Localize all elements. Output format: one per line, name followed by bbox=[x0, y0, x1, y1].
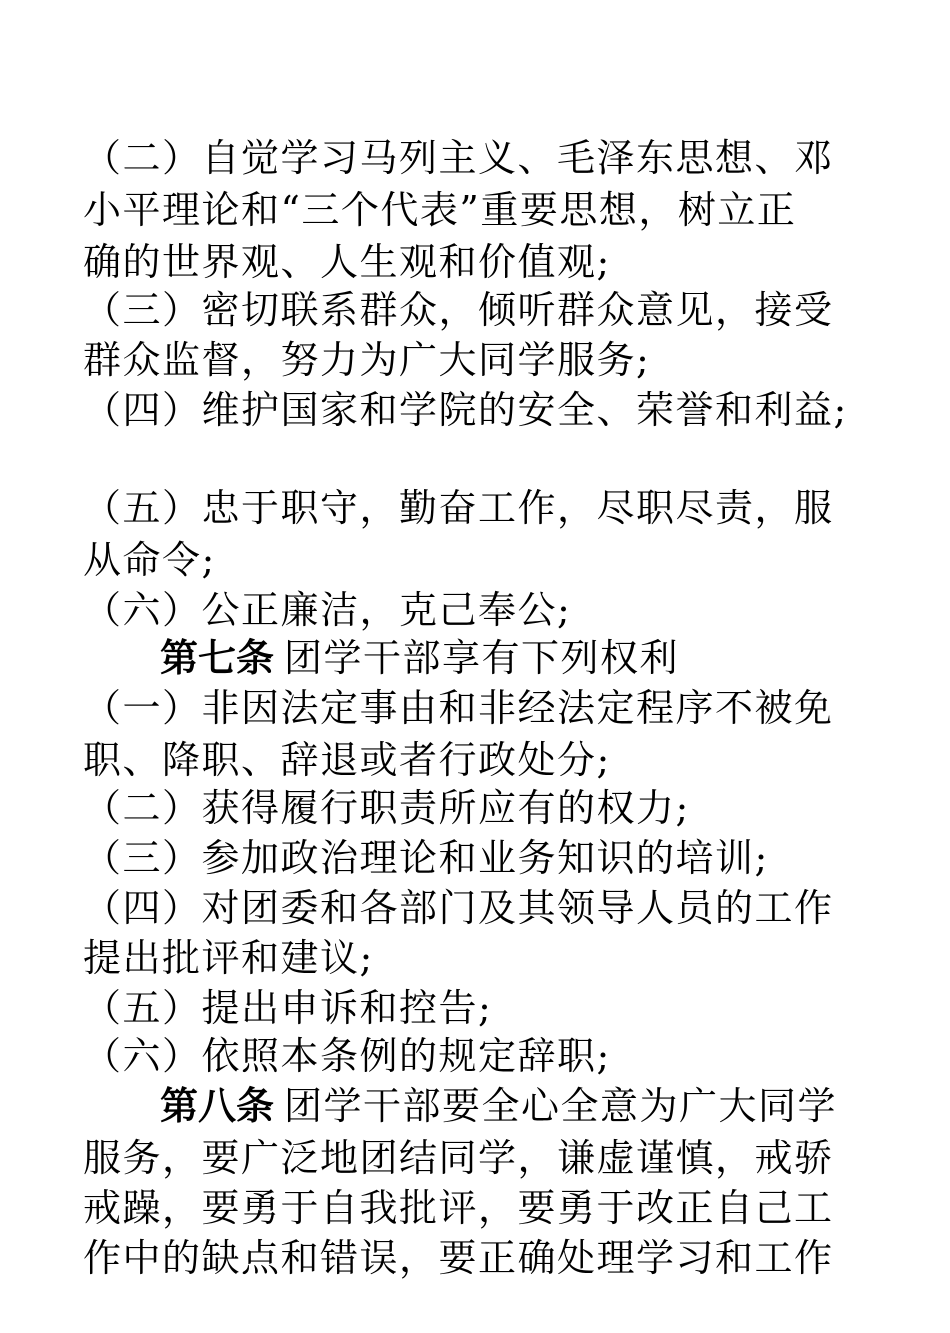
text-line: （五）提出申诉和控告; bbox=[83, 986, 493, 1030]
text-line: （六）公正廉洁，克己奉公; bbox=[83, 588, 572, 632]
article-seven-line bbox=[160, 632, 950, 684]
text-line: 戒躁，要勇于自我批评，要勇于改正自己工 bbox=[83, 1186, 834, 1230]
text-line: 作中的缺点和错误，要正确处理学习和工作 bbox=[83, 1236, 834, 1280]
text-line: 小平理论和“三个代表”重要思想，树立正 bbox=[83, 188, 797, 232]
text-line: 从命令; bbox=[83, 538, 216, 582]
text-line: （五）忠于职守，勤奋工作，尽职尽责，服 bbox=[83, 486, 834, 530]
text-line: 职、降职、辞退或者行政处分; bbox=[83, 738, 611, 782]
article-eight-line bbox=[160, 1080, 950, 1132]
text-line: （一）非因法定事由和非经法定程序不被免 bbox=[83, 686, 834, 730]
text-line: （六）依照本条例的规定辞职; bbox=[83, 1034, 611, 1078]
article-eight-heading: 第八条 bbox=[160, 1084, 275, 1128]
text-line: （三）参加政治理论和业务知识的培训; bbox=[83, 836, 769, 880]
text-line: （二）自觉学习马列主义、毛泽东思想、邓 bbox=[83, 136, 834, 180]
article-seven-text: 团学干部享有下列权利 bbox=[284, 636, 680, 680]
text-line: （四）对团委和各部门及其领导人员的工作 bbox=[83, 886, 834, 930]
text-line: （三）密切联系群众，倾听群众意见，接受 bbox=[83, 288, 834, 332]
article-seven-heading: 第七条 bbox=[160, 636, 275, 680]
text-line: 提出批评和建议; bbox=[83, 936, 374, 980]
text-line: （二）获得履行职责所应有的权力; bbox=[83, 786, 690, 830]
text-line: （四）维护国家和学院的安全、荣誉和利益; bbox=[83, 388, 848, 432]
text-line: 服务，要广泛地团结同学，谦虚谨慎，戒骄 bbox=[83, 1136, 834, 1180]
text-line: 确的世界观、人生观和价值观; bbox=[83, 240, 611, 284]
article-eight-text: 团学干部要全心全意为广大同学 bbox=[284, 1084, 838, 1128]
text-line: 群众监督，努力为广大同学服务; bbox=[83, 338, 651, 382]
